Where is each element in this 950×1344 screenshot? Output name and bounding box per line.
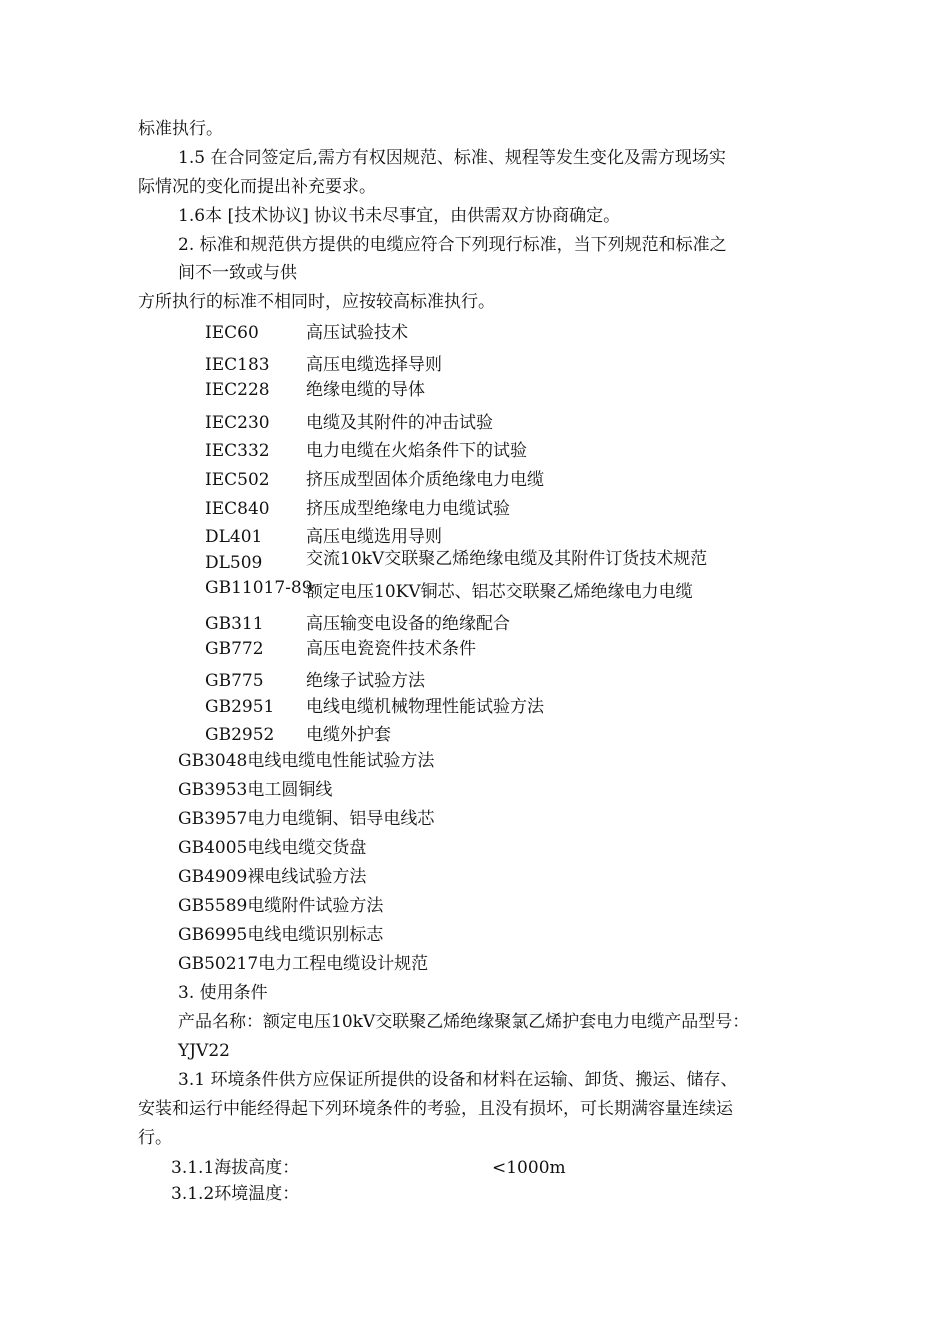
standard-code: GB311: [205, 614, 264, 634]
paragraph-1-5: 1.5 在合同签定后,需方有权因规范、标准、规程等发生变化及需方现场实: [178, 148, 726, 168]
paragraph-2: 2. 标准和规范供方提供的电缆应符合下列现行标准，当下列规范和标准之: [178, 235, 727, 255]
altitude-value: <1000m: [492, 1158, 566, 1178]
list-item: GB6995电线电缆识别标志: [178, 925, 384, 945]
standard-desc: 绝缘子试验方法: [306, 671, 425, 691]
product-name-line: 产品名称：额定电压10kV交联聚乙烯绝缘聚氯乙烯护套电力电缆产品型号：: [178, 1012, 750, 1032]
standard-desc: 电缆及其附件的冲击试验: [306, 413, 493, 433]
standard-desc: 高压试验技术: [306, 323, 408, 343]
standard-code: GB772: [205, 639, 264, 659]
standard-code: GB2952: [205, 725, 275, 745]
list-item: GB4005电线电缆交货盘: [178, 838, 367, 858]
list-item: GB3953电工圆铜线: [178, 780, 333, 800]
paragraph-line: 方所执行的标准不相同时，应按较高标准执行。: [138, 292, 495, 312]
product-model: YJV22: [178, 1041, 230, 1061]
paragraph-line: 安装和运行中能经得起下列环境条件的考验，且没有损坏，可长期满容量连续运: [138, 1099, 733, 1119]
standard-desc: 额定电压10KV铜芯、铝芯交联聚乙烯绝缘电力电缆: [306, 582, 693, 602]
list-item: GB4909裸电线试验方法: [178, 867, 367, 887]
standard-desc: 电力电缆在火焰条件下的试验: [306, 441, 527, 461]
list-item: GB5589电缆附件试验方法: [178, 896, 384, 916]
standard-code: IEC228: [205, 380, 270, 400]
standard-desc: 挤压成型绝缘电力电缆试验: [306, 499, 510, 519]
section-heading: 3. 使用条件: [178, 983, 268, 1003]
paragraph-3-1: 3.1 环境条件供方应保证所提供的设备和材料在运输、卸货、搬运、储存、: [178, 1070, 738, 1090]
standard-code: IEC60: [205, 323, 259, 343]
paragraph-line: 行。: [138, 1128, 172, 1148]
paragraph-line: 际情况的变化而提出补充要求。: [138, 177, 376, 197]
standard-code: DL509: [205, 553, 263, 573]
standard-desc: 高压输变电设备的绝缘配合: [306, 614, 510, 634]
standard-code: IEC502: [205, 470, 270, 490]
paragraph-line: 标准执行。: [138, 119, 223, 139]
list-item: GB3048电线电缆电性能试验方法: [178, 751, 435, 771]
paragraph-1-6: 1.6本 [技术协议] 协议书未尽事宜，由供需双方协商确定。: [178, 206, 621, 226]
temperature-label: 3.1.2环境温度：: [171, 1184, 300, 1204]
standard-desc: 电线电缆机械物理性能试验方法: [306, 697, 544, 717]
standard-desc: 电缆外护套: [306, 725, 391, 745]
standard-desc: 挤压成型固体介质绝缘电力电缆: [306, 470, 544, 490]
paragraph-line: 间不一致或与供: [178, 263, 297, 283]
standard-code: IEC230: [205, 413, 270, 433]
standard-code: DL401: [205, 527, 263, 547]
standard-desc: 高压电瓷瓷件技术条件: [306, 639, 476, 659]
altitude-label: 3.1.1海拔高度：: [171, 1158, 300, 1178]
standard-desc: 高压电缆选择导则: [306, 355, 442, 375]
standard-code: GB11017-89: [205, 578, 313, 598]
standard-code: GB775: [205, 671, 264, 691]
standard-code: IEC183: [205, 355, 270, 375]
list-item: GB3957电力电缆铜、铝导电线芯: [178, 809, 435, 829]
standard-code: IEC332: [205, 441, 270, 461]
standard-desc: 绝缘电缆的导体: [306, 380, 425, 400]
standard-code: GB2951: [205, 697, 275, 717]
standard-desc: 交流10kV交联聚乙烯绝缘电缆及其附件订货技术规范: [306, 549, 708, 569]
standard-desc: 高压电缆选用导则: [306, 527, 442, 547]
list-item: GB50217电力工程电缆设计规范: [178, 954, 429, 974]
standard-code: IEC840: [205, 499, 270, 519]
